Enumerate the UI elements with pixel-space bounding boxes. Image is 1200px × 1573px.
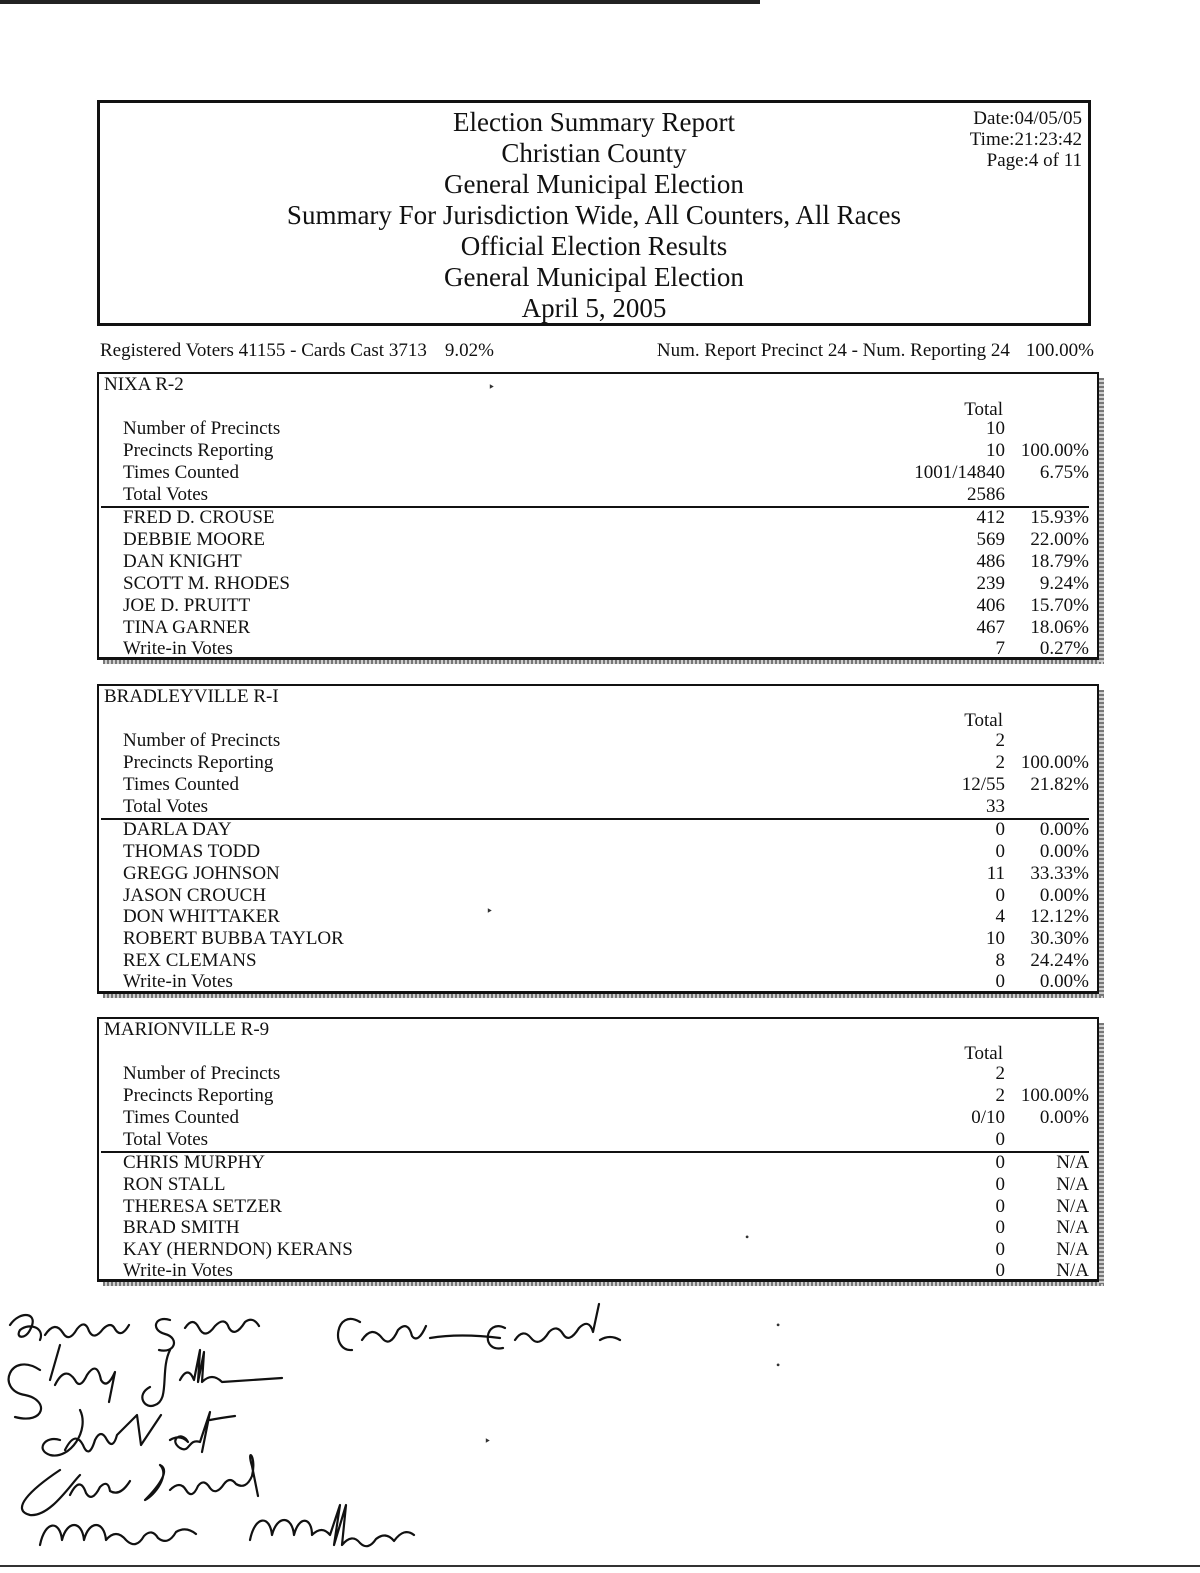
summary-row: Precincts Reporting 10 100.00% bbox=[123, 440, 1089, 461]
election-date: April 5, 2005 bbox=[521, 293, 667, 323]
candidate-row: DON WHITTAKER 4 12.12% bbox=[123, 906, 1089, 927]
summary-row: Total Votes 0 bbox=[123, 1129, 1005, 1150]
handwritten-signatures bbox=[0, 1300, 700, 1570]
write-in-row: Write-in Votes 7 0.27% bbox=[123, 638, 1089, 659]
registered-voters-stat bbox=[100, 340, 494, 362]
election-name: General Municipal Election bbox=[444, 169, 744, 199]
signature-carla-esseik bbox=[338, 1304, 620, 1350]
signature-shirley-little bbox=[9, 1345, 282, 1419]
summary-row: Number of Precincts 2 bbox=[123, 1063, 1005, 1084]
report-title: Election Summary Report bbox=[453, 107, 735, 137]
report-header bbox=[97, 100, 1091, 326]
summary-row: Precincts Reporting 2 100.00% bbox=[123, 752, 1089, 773]
scan-bottom-edge bbox=[0, 1565, 1200, 1567]
summary-row: Total Votes 2586 bbox=[123, 484, 1005, 505]
candidate-row: DARLA DAY 0 0.00% bbox=[123, 819, 1089, 840]
scan-speck: • bbox=[776, 1318, 781, 1332]
candidate-row: TINA GARNER 467 18.06% bbox=[123, 617, 1089, 638]
reporting-percent: 100.00% bbox=[1025, 340, 1094, 361]
results-status: Official Election Results bbox=[460, 231, 728, 261]
total-column-header: Total bbox=[964, 1043, 1003, 1064]
candidate-row: JASON CROUCH 0 0.00% bbox=[123, 885, 1089, 906]
scan-speck: • bbox=[776, 1358, 781, 1372]
race-title: MARIONVILLE R-9 bbox=[104, 1019, 270, 1040]
summary-row: Total Votes 33 bbox=[123, 796, 1005, 817]
race-bradleyville-r1 bbox=[97, 684, 1099, 994]
race-marionville-r9 bbox=[97, 1017, 1099, 1282]
candidate-row: REX CLEMANS 8 24.24% bbox=[123, 950, 1089, 971]
total-column-header: Total bbox=[964, 399, 1003, 420]
scan-speck: ‣ bbox=[484, 1434, 492, 1448]
summary-row: Times Counted 1001/14840 6.75% bbox=[123, 462, 1089, 483]
signature-lisa-russell bbox=[22, 1455, 258, 1515]
candidate-row: ROBERT BUBBA TAYLOR 10 30.30% bbox=[123, 928, 1089, 949]
turnout-percent: 9.02% bbox=[444, 340, 494, 361]
report-time: Time:21:23:42 bbox=[969, 129, 1082, 150]
candidate-row: BRAD SMITH 0 N/A bbox=[123, 1217, 1089, 1238]
candidate-row: DAN KNIGHT 486 18.79% bbox=[123, 551, 1089, 572]
scan-speck: ‣ bbox=[488, 380, 496, 394]
candidate-row: THERESA SETZER 0 N/A bbox=[123, 1196, 1089, 1217]
scan-top-edge bbox=[0, 0, 760, 4]
scan-speck: ‣ bbox=[486, 904, 494, 918]
signature-barbara-stoner bbox=[10, 1315, 259, 1351]
write-in-row: Write-in Votes 0 0.00% bbox=[123, 971, 1089, 992]
precinct-reporting-text: Num. Report Precinct 24 - Num. Reporting 24 bbox=[656, 340, 1010, 361]
write-in-row: Write-in Votes 0 N/A bbox=[123, 1260, 1089, 1281]
race-title: BRADLEYVILLE R-I bbox=[104, 686, 279, 707]
page-number: Page:4 of 11 bbox=[986, 150, 1082, 171]
candidate-row: KAY (HERNDON) KERANS 0 N/A bbox=[123, 1239, 1089, 1260]
report-date: Date:04/05/05 bbox=[973, 108, 1082, 129]
report-title-block bbox=[100, 107, 1088, 324]
summary-row: Times Counted 12/55 21.82% bbox=[123, 774, 1089, 795]
total-column-header: Total bbox=[964, 710, 1003, 731]
candidate-row: GREGG JOHNSON 11 33.33% bbox=[123, 863, 1089, 884]
candidate-row: JOE D. PRUITT 406 15.70% bbox=[123, 595, 1089, 616]
registered-voters-text: Registered Voters 41155 - Cards Cast 3713 bbox=[100, 340, 427, 361]
election-name-repeat: General Municipal Election bbox=[444, 262, 744, 292]
candidate-row: DEBBIE MOORE 569 22.00% bbox=[123, 529, 1089, 550]
scan-speck: • bbox=[745, 1230, 750, 1244]
candidate-row: SCOTT M. RHODES 239 9.24% bbox=[123, 573, 1089, 594]
race-title: NIXA R-2 bbox=[104, 374, 184, 395]
candidate-row: FRED D. CROUSE 412 15.93% bbox=[123, 507, 1089, 528]
summary-row: Number of Precincts 10 bbox=[123, 418, 1005, 439]
precinct-reporting-stat bbox=[657, 340, 1094, 362]
summary-row: Number of Precincts 2 bbox=[123, 730, 1005, 751]
candidate-row: THOMAS TODD 0 0.00% bbox=[123, 841, 1089, 862]
race-nixa-r2 bbox=[97, 372, 1099, 660]
signature-lynn-vest bbox=[43, 1410, 235, 1456]
signature-marian-matthews bbox=[40, 1505, 414, 1546]
county-name: Christian County bbox=[501, 138, 687, 168]
summary-scope: Summary For Jurisdiction Wide, All Counters, All Races bbox=[286, 200, 902, 230]
report-meta bbox=[970, 108, 1082, 171]
candidate-row: CHRIS MURPHY 0 N/A bbox=[123, 1152, 1089, 1173]
summary-row: Times Counted 0/10 0.00% bbox=[123, 1107, 1089, 1128]
summary-row: Precincts Reporting 2 100.00% bbox=[123, 1085, 1089, 1106]
candidate-row: RON STALL 0 N/A bbox=[123, 1174, 1089, 1195]
